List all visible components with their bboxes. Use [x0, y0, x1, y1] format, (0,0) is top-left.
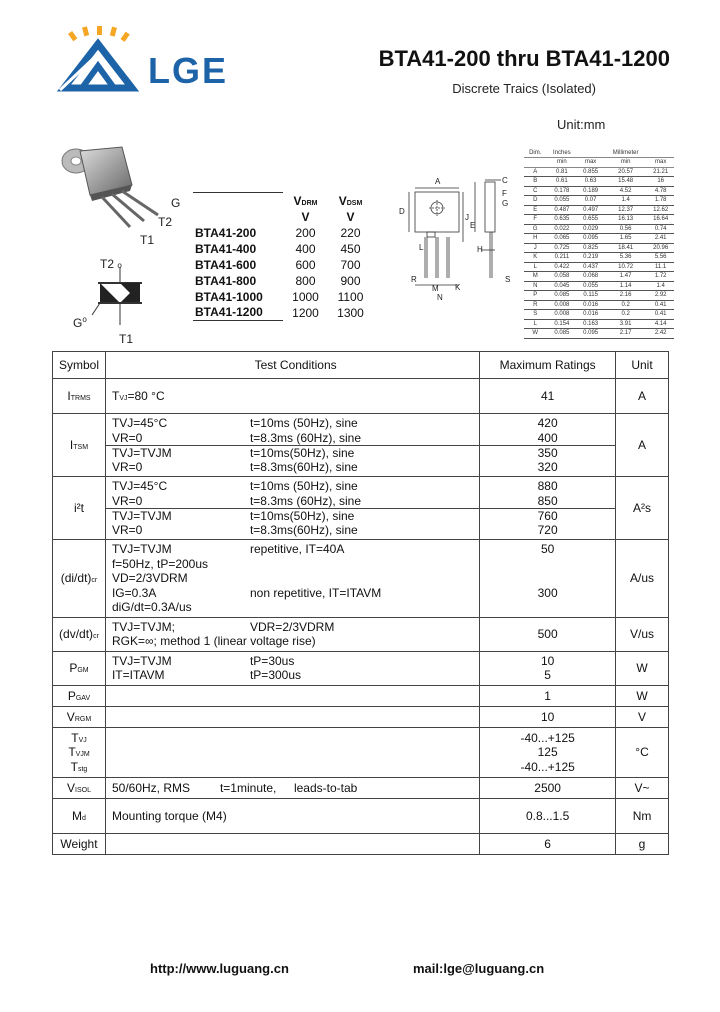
vdsm-header: V	[338, 193, 347, 208]
to-3p-package-icon	[60, 145, 180, 245]
dimension-table: Dim. Inches Millimeter min max min max A 0.81 0.855 20.57 21.21 B 0.61 0.63 15.48 16 C 0.178 0.189 4.52 4.78 D 0.055 0.07 1.4 1.78 E 0.487 0.497 12.37 12.62 F 0.635 0.655 16.13 16.64 G 0.022 0.029 0.56 0.74 H 0.065 0.095 1.65 2.41 J 0.725 0.825 18.41 20.96 K 0.211 0.219 5.36 5.56 L 0.422 0.437 10.72 11.1 M 0.058 0.068 1.47 1.72 N 0.045 0.055 1.14 1.4 P 0.085 0.115 2.16 2.92 R 0.008 0.016 0.2 0.41 S 0.008 0.016 0.2 0.41 L 0.154 0.163 3.91 4.14 W 0.085 0.095 2.17 2.42	[524, 148, 674, 339]
dim-row: E 0.487 0.497 12.37 12.62	[524, 205, 674, 215]
dim-row: M 0.058 0.068 1.47 1.72	[524, 272, 674, 282]
dim-row: J 0.725 0.825 18.41 20.96	[524, 243, 674, 253]
voltage-row: BTA41-400 400 450	[195, 241, 361, 256]
dim-row: S 0.008 0.016 0.2 0.41	[524, 310, 674, 320]
package-outline-drawing-icon	[397, 150, 522, 300]
dim-row: F 0.635 0.655 16.13 16.64	[524, 215, 674, 225]
unit-label: Unit:mm	[557, 117, 606, 132]
svg-text:D: D	[399, 207, 405, 216]
symbol-label-t2: T2 o	[100, 257, 122, 271]
svg-text:C: C	[502, 176, 508, 185]
svg-text:G: G	[502, 199, 509, 208]
dim-row: R 0.008 0.016 0.2 0.41	[524, 300, 674, 310]
vdrm-header: V	[293, 193, 302, 208]
vdsm-unit: V	[346, 209, 355, 224]
page-subtitle: Discrete Traics (Isolated)	[452, 81, 596, 96]
table-row: VRGM 10 V	[53, 706, 669, 727]
table-row: ITRMS TVJ=80 °C 41 A	[53, 379, 669, 414]
dim-row: K 0.211 0.219 5.36 5.56	[524, 253, 674, 263]
table-row: Md Mounting torque (M4) 0.8...1.5 Nm	[53, 799, 669, 834]
dim-row: L 0.422 0.437 10.72 11.1	[524, 262, 674, 272]
svg-text:H: H	[477, 245, 483, 254]
table-row: TVJ TVJM Tstg -40...+125 125 -40...+125 °C	[53, 727, 669, 778]
voltage-row: BTA41-1200 1200 1300	[195, 305, 364, 320]
svg-text:J: J	[465, 213, 469, 222]
table-row: (dv/dt)cr TVJ=TVJM; VDR=2/3VDRM RGK=∞; method 1 (linear voltage rise) 500 V/us	[53, 617, 669, 651]
voltage-row: BTA41-1000 1000 1100	[195, 289, 364, 304]
footer-website-link[interactable]: http://www.luguang.cn	[150, 961, 289, 976]
table-row: i²t TVJ=45°C t=10ms (50Hz), sine VR=0 t=8.3ms (60Hz), sine TVJ=TVJM t=10ms(50Hz), sine VR=0 t=8.3ms(60Hz), sine 880 850 760 720 A²s	[53, 477, 669, 540]
header-unit: Unit	[616, 352, 669, 379]
table-row: VISOL 50/60Hz, RMS t=1minute, leads-to-tab 2500 V~	[53, 778, 669, 799]
dim-row: H 0.065 0.095 1.65 2.41	[524, 234, 674, 244]
svg-text:A: A	[435, 177, 441, 186]
table-row: Weight 6 g	[53, 834, 669, 855]
brand-name: LGE	[148, 50, 229, 91]
symbol-label-t1: T1	[119, 332, 134, 346]
dim-row: W 0.085 0.095 2.17 2.42	[524, 329, 674, 339]
table-header-row	[53, 352, 669, 379]
header-symbol: Symbol	[53, 352, 106, 379]
voltage-row: BTA41-800 800 900	[195, 273, 361, 288]
voltage-row: BTA41-600 600 700	[195, 257, 361, 272]
lge-triangle-logo-icon	[56, 26, 140, 92]
dim-row: B 0.61 0.63 15.48 16	[524, 177, 674, 187]
page-title: BTA41-200 thru BTA41-1200	[378, 46, 670, 71]
header-conditions: Test Conditions	[105, 352, 479, 379]
dim-row: N 0.045 0.055 1.14 1.4	[524, 281, 674, 291]
table-row: (di/dt)cr TVJ=TVJM repetitive, IT=40A f=50Hz, tP=200us VD=2/3VDRM IG=0.3A non repetitive, IT=ITAVM diG/dt=0.3A/us 50 300 A/us	[53, 540, 669, 618]
dim-row: G 0.022 0.029 0.56 0.74	[524, 224, 674, 234]
svg-text:S: S	[505, 275, 511, 284]
maximum-ratings-table	[52, 351, 669, 855]
voltage-row: BTA41-200 200 220	[195, 225, 361, 240]
dim-row: A 0.81 0.855 20.57 21.21	[524, 167, 674, 177]
table-row: PGAV 1 W	[53, 685, 669, 706]
pin-label-g: G	[171, 196, 181, 210]
header-max: Maximum Ratings	[480, 352, 616, 379]
voltage-rating-table: VDRM VDSM V V BTA41-200 200 220 BTA41-400 400 450 BTA41-600 600 700 BTA41-800 800 900 BTA41-1000 1000 1100 BTA41-1200 1200 1300	[193, 192, 373, 321]
vdrm-unit: V	[301, 209, 310, 224]
table-row: ITSM TVJ=45°C t=10ms (50Hz), sine VR=0 t=8.3ms (60Hz), sine TVJ=TVJM t=10ms(50Hz), sine VR=0 t=8.3ms(60Hz), sine 420 400 350 320 A	[53, 414, 669, 477]
symbol-label-g: $G^o$	[73, 315, 87, 330]
svg-text:N: N	[437, 293, 443, 300]
dim-row: D 0.055 0.07 1.4 1.78	[524, 196, 674, 206]
svg-text:K: K	[455, 283, 461, 292]
pin-label-t1: T1	[140, 233, 155, 247]
footer-email-link[interactable]: mail:lge@luguang.cn	[413, 961, 545, 976]
dim-row: L 0.154 0.163 3.91 4.14	[524, 319, 674, 329]
svg-text:R: R	[411, 275, 417, 284]
dim-row: P 0.085 0.115 2.16 2.92	[524, 291, 674, 301]
svg-text:L: L	[419, 243, 424, 252]
svg-text:M: M	[432, 284, 439, 293]
pin-label-t2: T2	[158, 215, 173, 229]
svg-text:E: E	[470, 221, 476, 230]
dim-row: C 0.178 0.189 4.52 4.78	[524, 186, 674, 196]
svg-text:F: F	[502, 189, 507, 198]
table-row: PGM TVJ=TVJM tP=30us IT=ITAVM tP=300us 10 5 W	[53, 651, 669, 685]
